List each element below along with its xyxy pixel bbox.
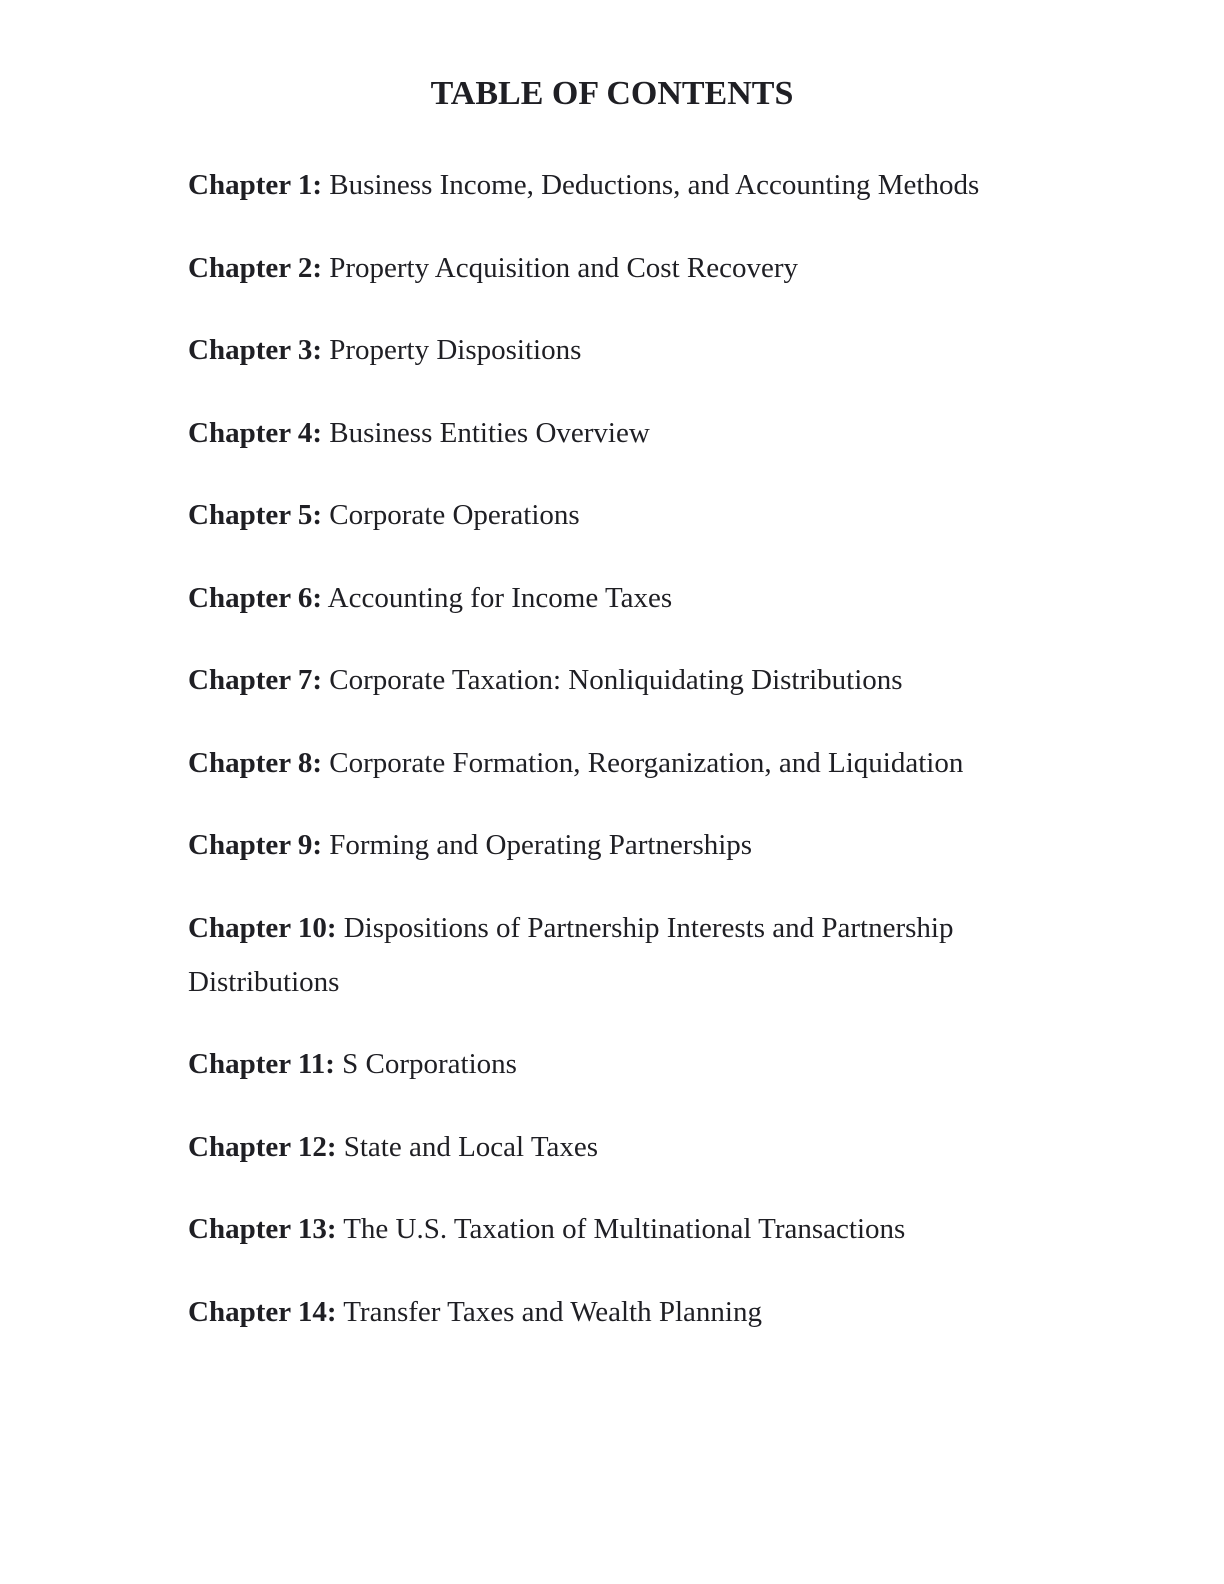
toc-list xyxy=(188,158,1088,1367)
chapter-title: State and Local Taxes xyxy=(343,1130,599,1163)
toc-entry-chapter-8 xyxy=(188,736,1088,790)
chapter-label: Chapter 3: xyxy=(188,334,322,366)
toc-entry-chapter-14 xyxy=(188,1285,1088,1339)
toc-entry-chapter-5 xyxy=(188,488,1088,542)
chapter-title: Dispositions of Partnership Interests and Partnership Distributions xyxy=(188,911,954,998)
toc-entry-chapter-9 xyxy=(188,818,1088,872)
toc-entry-chapter-12 xyxy=(188,1120,1088,1174)
toc-entry-chapter-6 xyxy=(188,571,1088,625)
toc-entry-chapter-4 xyxy=(188,406,1088,460)
chapter-title: Property Dispositions xyxy=(329,334,582,366)
chapter-title: Forming and Operating Partnerships xyxy=(329,829,753,861)
chapter-title: Corporate Formation, Reorganization, and Liquidation xyxy=(329,746,964,779)
chapter-label: Chapter 5: xyxy=(188,499,322,531)
chapter-title: Corporate Taxation: Nonliquidating Distributions xyxy=(329,664,903,696)
toc-entry-chapter-2 xyxy=(188,241,1088,295)
toc-entry-chapter-11 xyxy=(188,1037,1088,1091)
chapter-label: Chapter 14: xyxy=(188,1295,337,1328)
chapter-label: Chapter 2: xyxy=(188,251,322,284)
chapter-label: Chapter 12: xyxy=(188,1130,337,1163)
chapter-title: Accounting for Income Taxes xyxy=(327,581,673,614)
chapter-label: Chapter 6: xyxy=(188,581,322,614)
chapter-label: Chapter 7: xyxy=(188,664,322,696)
chapter-title: The U.S. Taxation of Multinational Transactions xyxy=(343,1213,906,1245)
chapter-label: Chapter 11: xyxy=(188,1048,335,1080)
chapter-label: Chapter 9: xyxy=(188,829,322,861)
toc-entry-chapter-7 xyxy=(188,653,1088,707)
toc-entry-chapter-1 xyxy=(188,158,1088,212)
chapter-title: Transfer Taxes and Wealth Planning xyxy=(343,1295,762,1328)
toc-entry-chapter-10 xyxy=(188,901,1088,1009)
page-title: TABLE OF CONTENTS xyxy=(430,75,794,112)
chapter-title: S Corporations xyxy=(342,1048,517,1080)
chapter-label: Chapter 13: xyxy=(188,1213,337,1245)
toc-entry-chapter-13 xyxy=(188,1202,1088,1256)
chapter-title: Property Acquisition and Cost Recovery xyxy=(329,251,799,284)
chapter-label: Chapter 4: xyxy=(188,416,322,449)
chapter-title: Corporate Operations xyxy=(329,499,580,531)
chapter-label: Chapter 8: xyxy=(188,746,322,779)
chapter-label: Chapter 10: xyxy=(188,911,337,944)
toc-entry-chapter-3 xyxy=(188,323,1088,377)
chapter-title: Business Income, Deductions, and Accounting Methods xyxy=(329,169,980,201)
chapter-title: Business Entities Overview xyxy=(329,416,650,449)
chapter-label: Chapter 1: xyxy=(188,169,322,201)
